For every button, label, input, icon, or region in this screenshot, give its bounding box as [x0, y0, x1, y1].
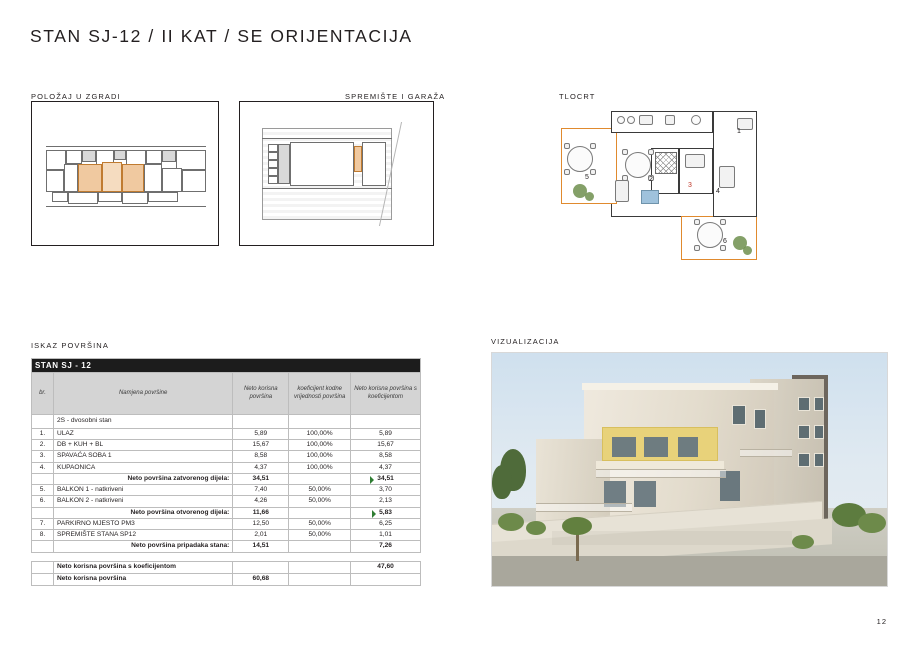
- table-row: [32, 462, 421, 473]
- row-number: 2.: [32, 440, 54, 451]
- floorplan-marker-5: 5: [585, 174, 589, 181]
- row-number: 3.: [32, 451, 54, 462]
- subtotal-neto: 11,66: [233, 507, 289, 518]
- subtotal-label: Neto površina otvorenog dijela:: [53, 507, 232, 518]
- row-neto: 5,89: [233, 429, 289, 440]
- row-koef: 50,00%: [289, 518, 351, 529]
- row-neto: 4,37: [233, 462, 289, 473]
- header-name: Namjena površine: [53, 373, 232, 415]
- table-row: [32, 496, 421, 507]
- page-number: 12: [876, 617, 887, 626]
- row-number: 6.: [32, 496, 54, 507]
- table-subtotal-closed: [32, 473, 421, 484]
- building-visualization-image: [491, 352, 888, 587]
- row-name: SPREMIŠTE STANA SP12: [53, 530, 232, 541]
- area-table: [31, 358, 421, 586]
- floorplan-marker-3: 3: [688, 182, 692, 189]
- label-pozicija-u-zgradi: POLOŽAJ U ZGRADI: [31, 92, 121, 101]
- table-row: [32, 440, 421, 451]
- subtotal-label: Neto površina pripadaka stana:: [53, 541, 232, 552]
- row-number: 8.: [32, 530, 54, 541]
- row-koef: 100,00%: [289, 429, 351, 440]
- garage-storage-diagram: [239, 101, 434, 246]
- header-neto: Neto korisna površina: [233, 373, 289, 415]
- row-number: 4.: [32, 462, 54, 473]
- table-header-row: [32, 373, 421, 415]
- table-row: [32, 451, 421, 462]
- total-label: Neto korisna površina: [53, 573, 232, 585]
- row-name: DB + KUH + BL: [53, 440, 232, 451]
- row-neto-koef: 6,25: [351, 518, 421, 529]
- total-neto: 60,68: [233, 573, 289, 585]
- row-name: BALKON 1 - natkriveni: [53, 485, 232, 496]
- table-row: [32, 485, 421, 496]
- row-neto: 8,58: [233, 451, 289, 462]
- floorplan-marker-6: 6: [723, 238, 727, 245]
- table-title-row: [32, 359, 421, 373]
- table-subtotal-belonging: [32, 541, 421, 552]
- table-subtotal-open: [32, 507, 421, 518]
- row-number: 5.: [32, 485, 54, 496]
- header-br: br.: [32, 373, 54, 415]
- row-name: BALKON 2 - natkriveni: [53, 496, 232, 507]
- total-neto: [233, 561, 289, 573]
- row-neto-koef: 1,01: [351, 530, 421, 541]
- subtotal-neto: 14,51: [233, 541, 289, 552]
- total-neto-koef: [351, 573, 421, 585]
- subtotal-label: Neto površina zatvorenog dijela:: [53, 473, 232, 484]
- header-koeficijent: koeficijent kodne vrijednosti površina: [289, 373, 351, 415]
- subtotal-neto-koef: 7,26: [351, 541, 421, 552]
- table-spacer-row: [32, 552, 421, 561]
- row-koef: 50,00%: [289, 530, 351, 541]
- row-neto: 7,40: [233, 485, 289, 496]
- area-table-wrapper: [31, 358, 421, 586]
- label-spremiste-i-garaza: SPREMIŠTE I GARAŽA: [345, 92, 446, 101]
- floorplan-marker-2: 2: [649, 176, 653, 183]
- table-subtitle-row: [32, 415, 421, 429]
- row-neto: 12,50: [233, 518, 289, 529]
- apartment-floorplan: [555, 104, 805, 269]
- row-name: PARKIRNO MJESTO PM3: [53, 518, 232, 529]
- total-neto-koef: 47,60: [351, 561, 421, 573]
- row-neto: 2,01: [233, 530, 289, 541]
- row-neto-koef: 3,70: [351, 485, 421, 496]
- label-tlocrt: TLOCRT: [559, 92, 596, 101]
- row-koef: 100,00%: [289, 451, 351, 462]
- floorplan-marker-1: 1: [737, 128, 741, 135]
- subtitle-text: 2S - dvosobni stan: [53, 415, 232, 429]
- row-neto: 4,26: [233, 496, 289, 507]
- row-number: 1.: [32, 429, 54, 440]
- table-total-net: [32, 573, 421, 585]
- label-iskaz-povrsina: ISKAZ POVRŠINA: [31, 341, 109, 350]
- row-neto-koef: 4,37: [351, 462, 421, 473]
- row-neto-koef: 2,13: [351, 496, 421, 507]
- row-koef: 100,00%: [289, 440, 351, 451]
- table-row: [32, 429, 421, 440]
- table-title: STAN SJ - 12: [32, 359, 421, 373]
- table-row: [32, 518, 421, 529]
- row-name: SPAVAĆA SOBA 1: [53, 451, 232, 462]
- row-koef: 100,00%: [289, 462, 351, 473]
- table-total-with-coefficient: [32, 561, 421, 573]
- row-neto: 15,67: [233, 440, 289, 451]
- row-koef: 50,00%: [289, 485, 351, 496]
- row-koef: 50,00%: [289, 496, 351, 507]
- header-neto-koeficijent: Neto korisna površina s koeficijentom: [351, 373, 421, 415]
- subtotal-neto: 34,51: [233, 473, 289, 484]
- row-number: 7.: [32, 518, 54, 529]
- row-neto-koef: 8,58: [351, 451, 421, 462]
- building-position-diagram: [31, 101, 219, 246]
- page-title: STAN SJ-12 / II KAT / SE ORIJENTACIJA: [30, 26, 413, 46]
- row-name: KUPAONICA: [53, 462, 232, 473]
- row-neto-koef: 15,67: [351, 440, 421, 451]
- row-name: ULAZ: [53, 429, 232, 440]
- subtotal-neto-koef: 5,83: [351, 507, 421, 518]
- subtotal-neto-koef: 34,51: [351, 473, 421, 484]
- row-neto-koef: 5,89: [351, 429, 421, 440]
- floorplan-marker-4: 4: [716, 188, 720, 195]
- total-label: Neto korisna površina s koeficijentom: [53, 561, 232, 573]
- label-vizualizacija: VIZUALIZACIJA: [491, 337, 560, 346]
- table-row: [32, 530, 421, 541]
